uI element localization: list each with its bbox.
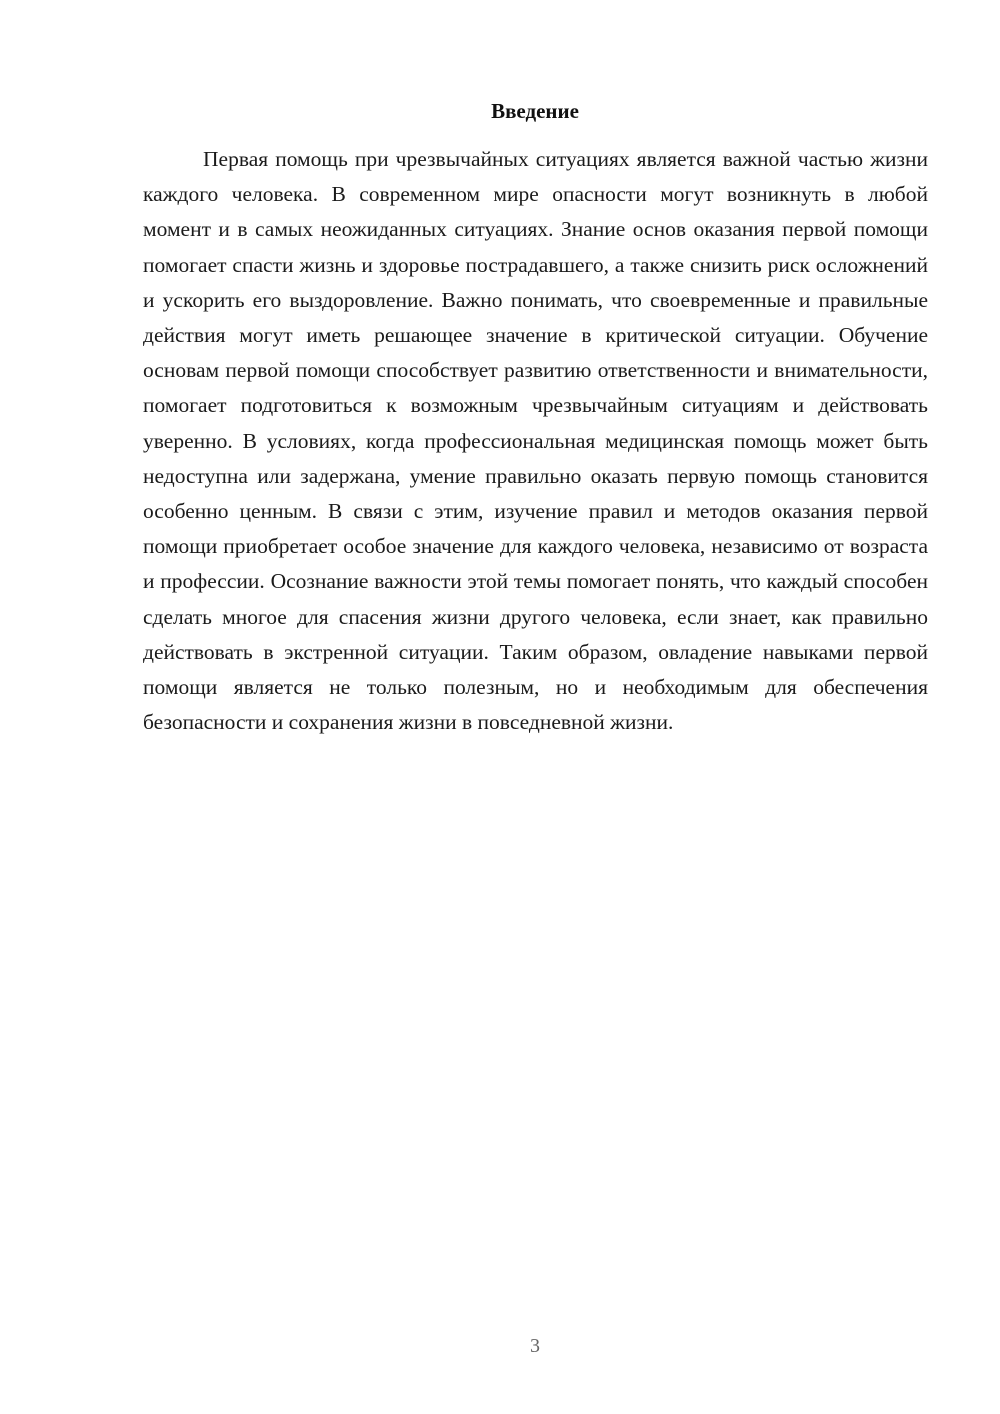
section-heading: Введение xyxy=(491,99,579,123)
page-number: 3 xyxy=(530,1335,540,1357)
introduction-paragraph: Первая помощь при чрезвычайных ситуациях является важной частью жизни каждого человека. В современном мире опасности могут возникнуть в любой момент и в самых неожиданных ситуациях. Знание основ оказания первой помощи помогает спасти жизнь и здоровье пострадавшего, а также снизить риск осложнений и ускорить его выздоровление. Важно понимать, что своевременные и правильные действия могут иметь решающее значение в критической ситуации. Обучение основам первой помощи способствует развитию ответственности и внимательности, помогает подготовиться к возможным чрезвычайным ситуациям и действовать уверенно. В условиях, когда профессиональная медицинская помощь может быть недоступна или задержана, умение правильно оказать первую помощь становится особенно ценным. В связи с этим, изучение правил и методов оказания первой помощи приобретает особое значение для каждого человека, независимо от возраста и профессии. Осознание важности этой темы помогает понять, что каждый способен сделать многое для спасения жизни другого человека, если знает, как правильно действовать в экстренной ситуации. Таким образом, овладение навыками первой помощи является не только полезным, но и необходимым для обеспечения безопасности и сохранения жизни в повседневной жизни. xyxy=(143,147,928,735)
